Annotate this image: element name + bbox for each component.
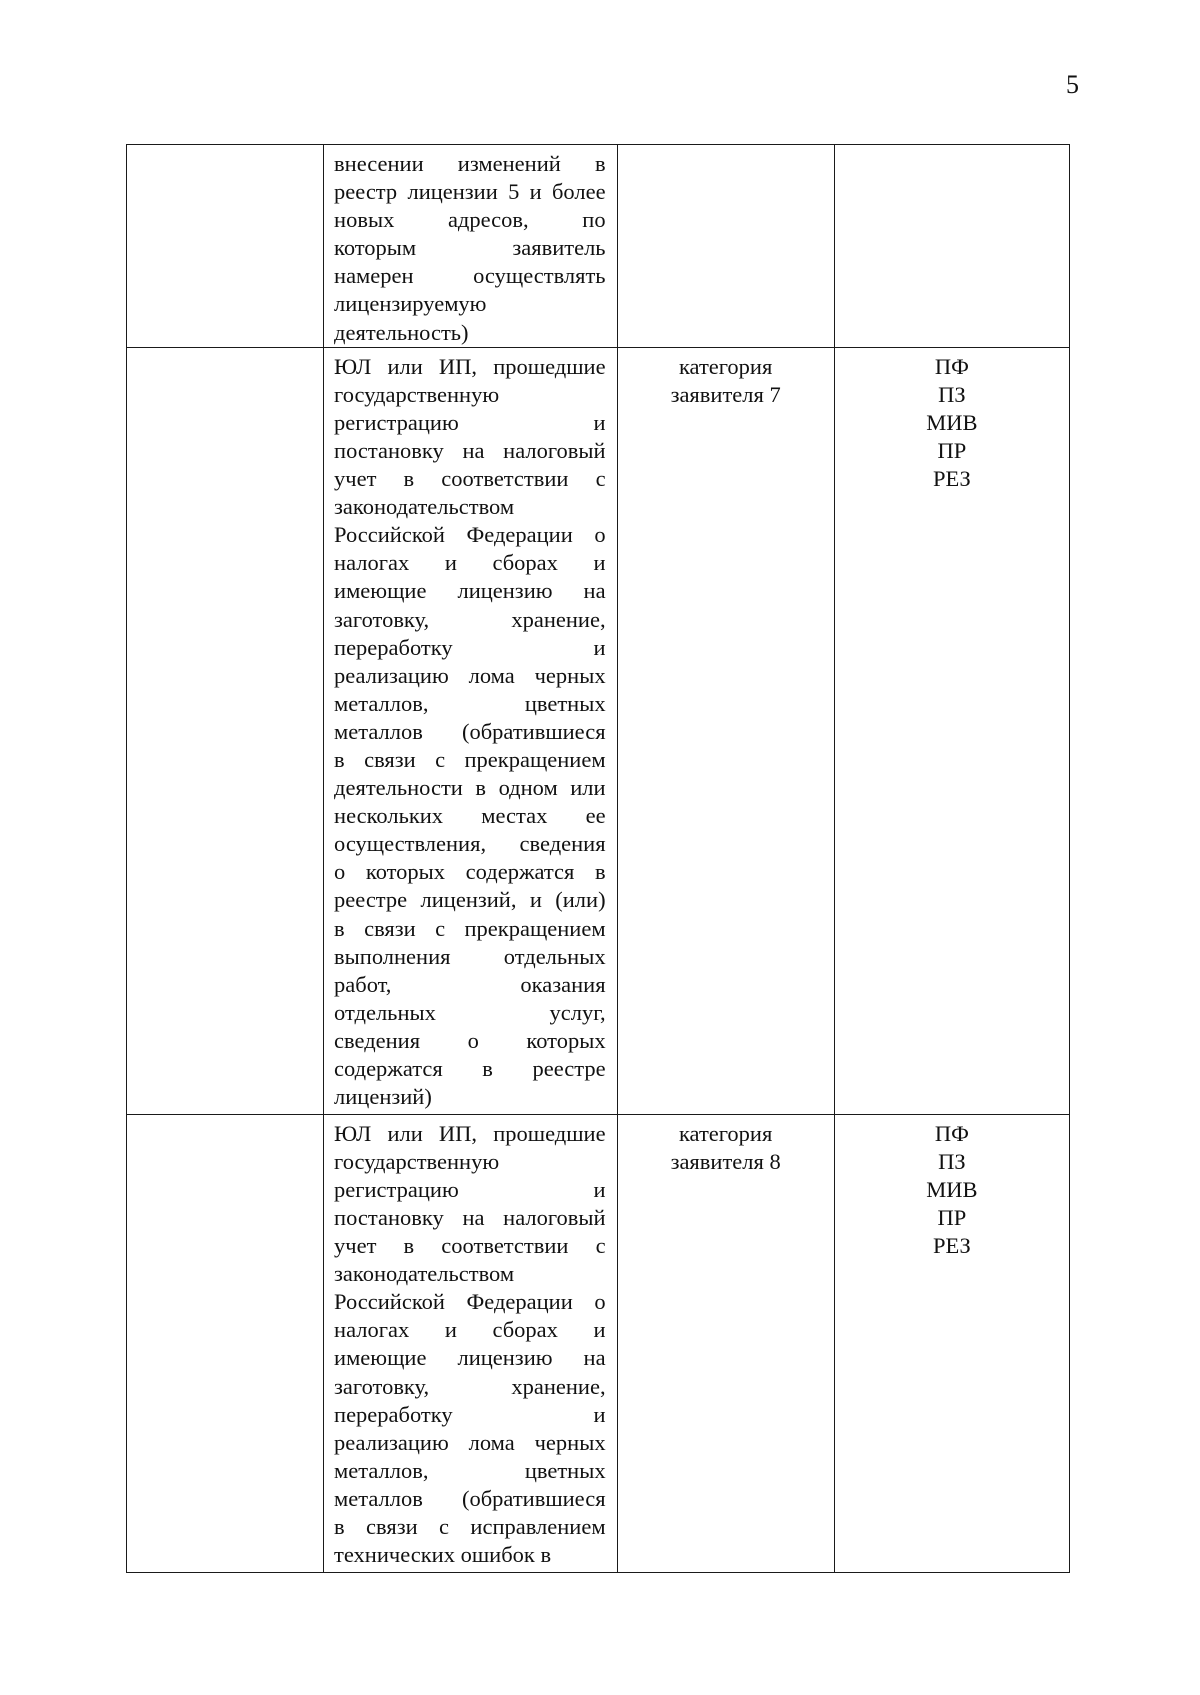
category-line: категория <box>678 1120 773 1146</box>
codes-cell <box>834 145 1069 348</box>
description-line: в связи с исправлением <box>334 1513 606 1539</box>
description-line: лицензий) <box>334 1084 432 1110</box>
description-line: законодательством <box>334 494 515 520</box>
description-line: Российской Федерации о <box>334 1289 606 1315</box>
document-code: ПФ <box>934 353 969 379</box>
description-line: реализацию лома черных <box>334 662 606 688</box>
empty-cell <box>127 347 324 1114</box>
applicant-description-cell <box>324 347 618 1114</box>
category-cell <box>617 145 834 348</box>
table-row <box>127 347 1070 1114</box>
description-line: металлов, цветных <box>334 690 606 716</box>
category-line: заявителя 7 <box>670 381 781 407</box>
description-line: технических ошибок в <box>334 1542 552 1568</box>
document-code: ПЗ <box>938 1148 966 1174</box>
description-line: законодательством <box>334 1261 515 1287</box>
description-line: имеющие лицензию на <box>334 578 606 604</box>
description-line: ЮЛ или ИП, прошедшие <box>334 1120 606 1146</box>
description-line: реестр лицензии 5 и более <box>334 179 606 205</box>
document-code: ПЗ <box>938 381 966 407</box>
description-line: в связи с прекращением <box>334 915 606 941</box>
description-line: осуществления, сведения <box>334 831 606 857</box>
description-line: в связи с прекращением <box>334 746 606 772</box>
description-line: металлов (обратившиеся <box>334 718 606 744</box>
description-line: металлов, цветных <box>334 1457 606 1483</box>
description-line: переработку и <box>334 1401 606 1427</box>
document-code: МИВ <box>926 1176 978 1202</box>
applicant-description-cell <box>324 145 618 348</box>
category-line: заявителя 8 <box>670 1148 781 1174</box>
document-code: РЕЗ <box>932 1233 971 1259</box>
empty-cell <box>127 145 324 348</box>
description-line: выполнения отдельных <box>334 943 606 969</box>
empty-cell <box>127 1114 324 1572</box>
description-line: деятельности в одном или <box>334 775 606 801</box>
description-line: реестре лицензий, и (или) <box>334 887 606 913</box>
codes-cell <box>834 347 1069 1114</box>
document-code: ПФ <box>934 1120 969 1146</box>
description-line: переработку и <box>334 634 606 660</box>
description-line: постановку на налоговый <box>334 437 606 463</box>
description-line: ЮЛ или ИП, прошедшие <box>334 353 606 379</box>
category-line: категория <box>678 353 773 379</box>
document-table <box>126 144 1070 1573</box>
description-line: заготовку, хранение, <box>334 606 606 632</box>
document-code: РЕЗ <box>932 466 971 492</box>
description-line: намерен осуществлять <box>334 263 606 289</box>
description-line: содержатся в реестре <box>334 1056 606 1081</box>
description-line: деятельность) <box>334 319 469 345</box>
description-line: которым заявитель <box>334 235 606 261</box>
description-line: имеющие лицензию на <box>334 1345 606 1371</box>
description-line: постановку на налоговый <box>334 1204 606 1230</box>
description-line: регистрацию и <box>334 1176 606 1202</box>
description-line: налогах и сборах и <box>334 1317 606 1343</box>
description-line: реализацию лома черных <box>334 1429 606 1455</box>
category-cell <box>617 347 834 1114</box>
applicant-description-cell <box>324 1114 618 1572</box>
description-line: работ, оказания <box>334 971 606 997</box>
table-row <box>127 145 1070 348</box>
description-line: учет в соответствии с <box>334 1233 606 1259</box>
description-line: отдельных услуг, <box>334 999 606 1025</box>
description-line: учет в соответствии с <box>334 466 606 492</box>
description-line: лицензируемую <box>334 291 487 317</box>
description-line: регистрацию и <box>334 409 606 435</box>
document-code: МИВ <box>926 409 978 435</box>
document-code: ПР <box>937 437 967 463</box>
description-line: налогах и сборах и <box>334 550 606 576</box>
category-cell <box>617 1114 834 1572</box>
page-number: 5 <box>1066 70 1079 99</box>
description-line: государственную <box>334 381 500 407</box>
description-line: металлов (обратившиеся <box>334 1485 606 1511</box>
description-line: Российской Федерации о <box>334 522 606 548</box>
description-line: о которых содержатся в <box>334 859 606 885</box>
description-line: сведения о которых <box>334 1027 606 1053</box>
description-line: государственную <box>334 1148 500 1174</box>
document-code: ПР <box>937 1204 967 1230</box>
description-line: новых адресов, по <box>334 207 606 233</box>
codes-cell <box>834 1114 1069 1572</box>
description-line: внесении изменений в <box>334 151 606 176</box>
description-line: заготовку, хранение, <box>334 1373 606 1399</box>
description-line: нескольких местах ее <box>334 803 606 829</box>
table-row <box>127 1114 1070 1572</box>
